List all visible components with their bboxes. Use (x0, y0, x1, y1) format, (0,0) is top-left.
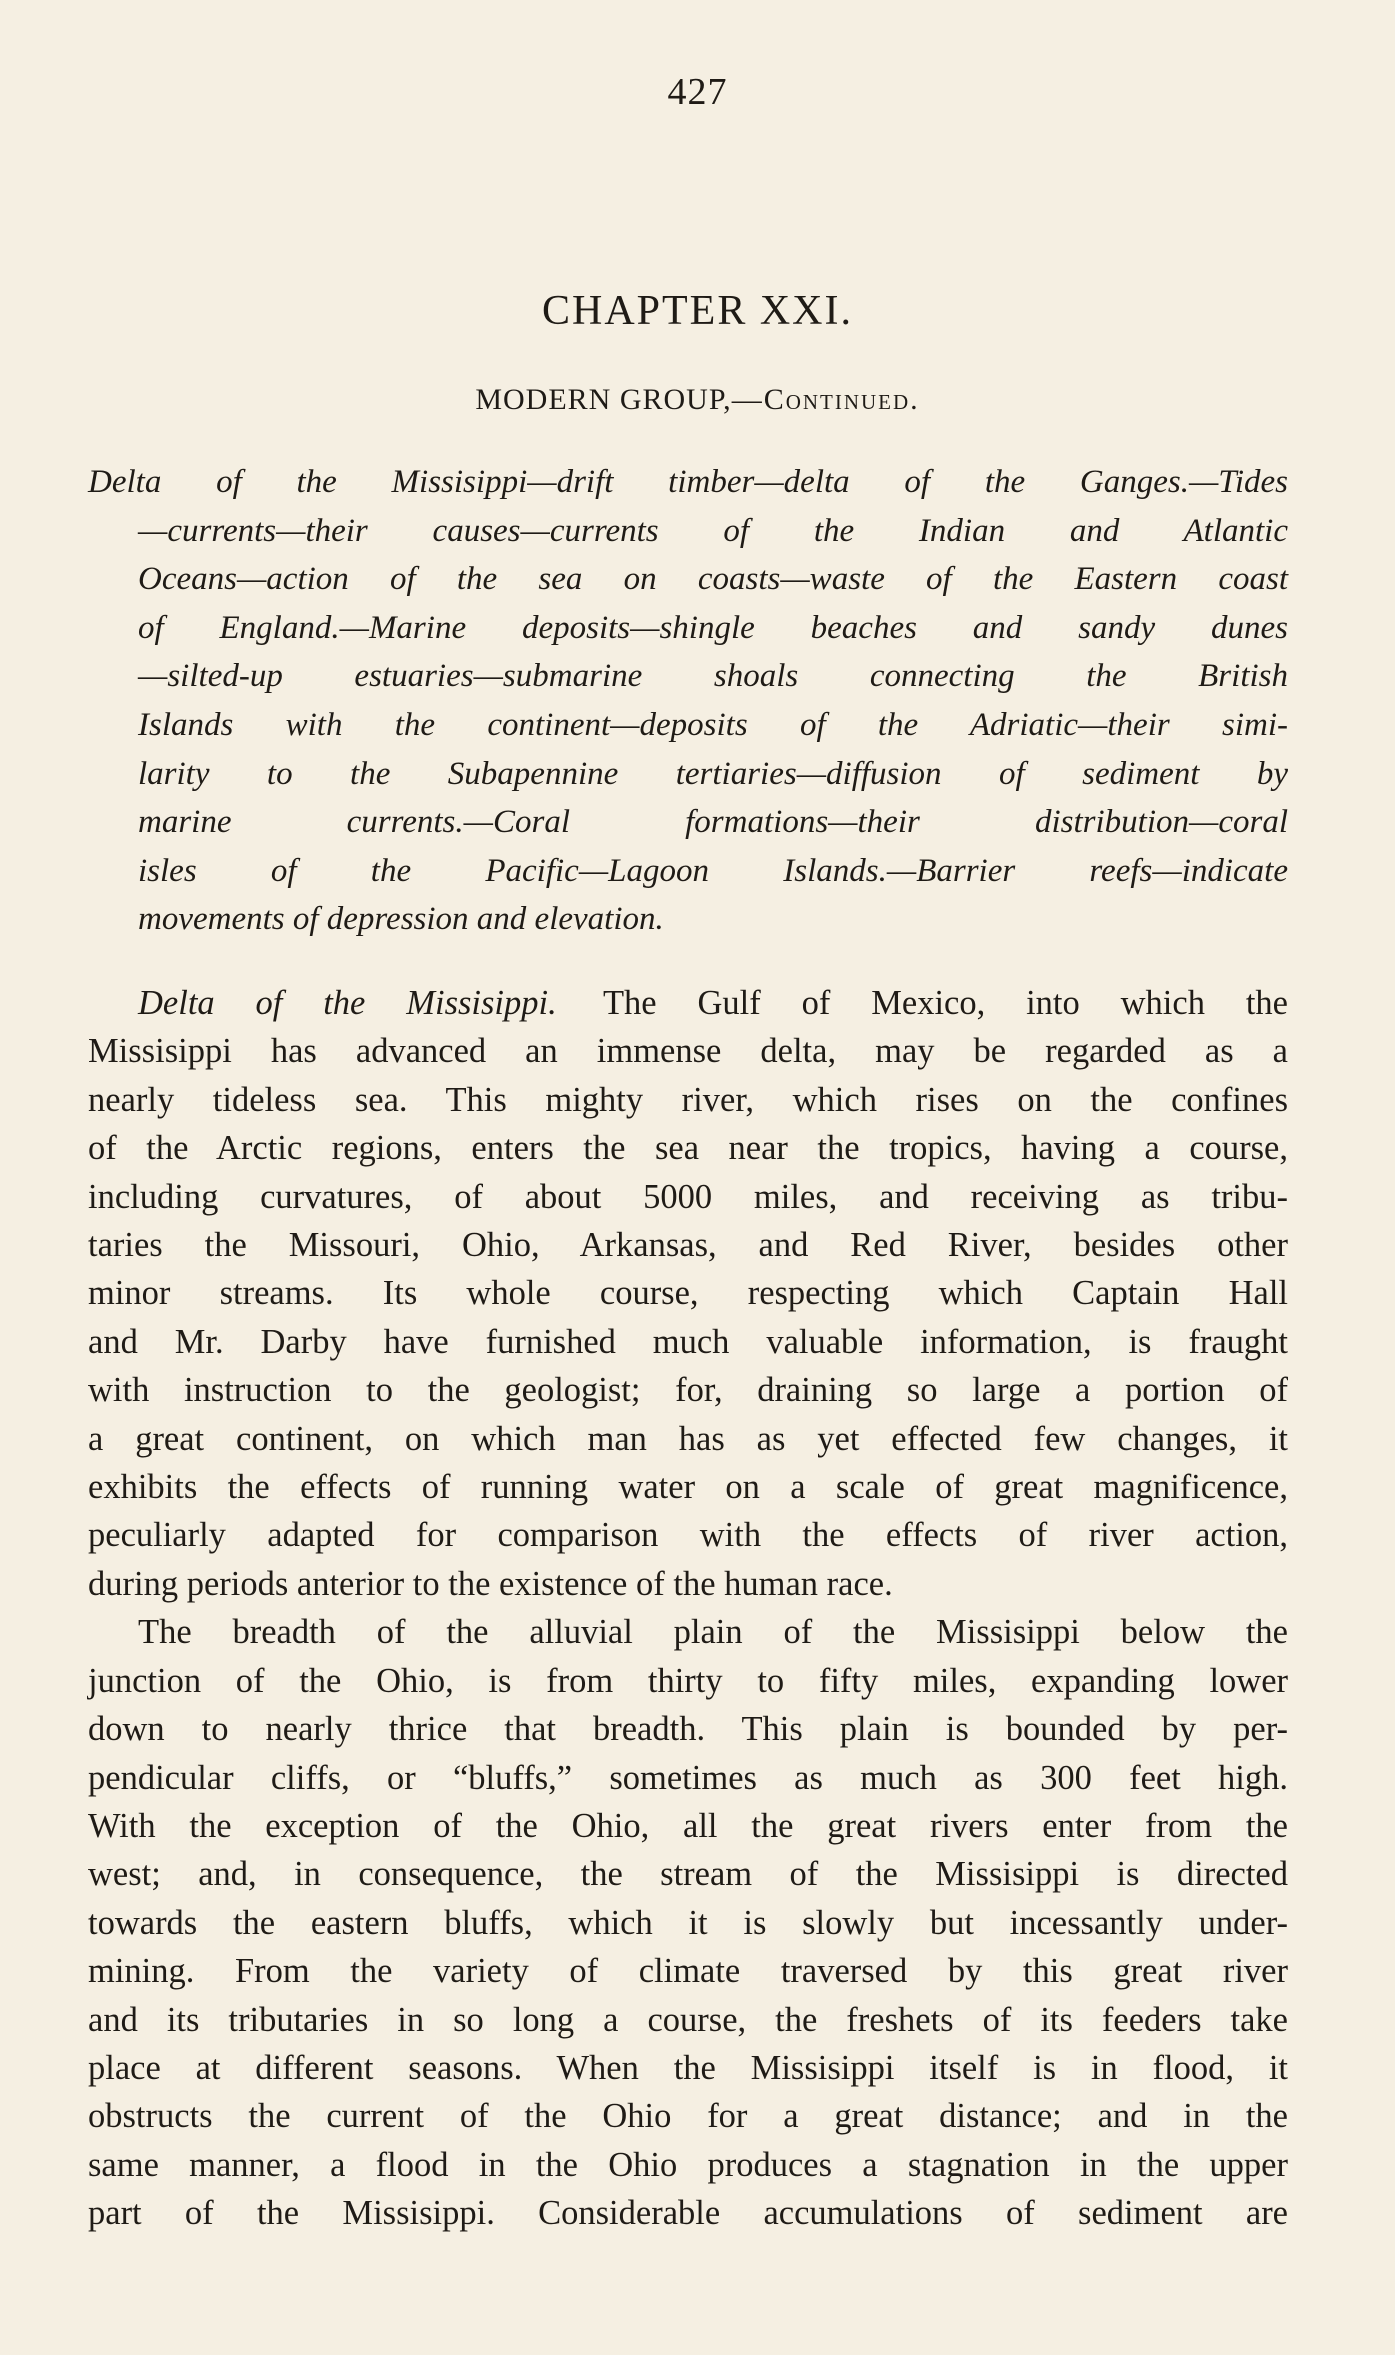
summary-line: Islands with the continent—deposits of the Adriatic—their simi- (138, 706, 1288, 743)
summary-line: —silted-up estuaries—submarine shoals connecting the British (138, 658, 1288, 695)
summary-line: —currents—their causes—currents of the Indian and Atlantic (138, 512, 1288, 549)
body-text (88, 979, 1288, 2238)
summary-line: Oceans—action of the sea on coasts—waste of the Eastern coast (138, 561, 1288, 598)
body-line: of the Arctic regions, enters the sea near the tropics, having a course, (88, 1129, 1288, 1168)
body-line: junction of the Ohio, is from thirty to fifty miles, expanding lower (88, 1661, 1288, 1700)
body-line: and Mr. Darby have furnished much valuable information, is fraught (88, 1322, 1288, 1361)
summary-line: isles of the Pacific—Lagoon Islands.—Barrier reefs—indicate (138, 852, 1288, 889)
section-heading: Delta of the Missisippi. (138, 984, 557, 1022)
subtitle-suffix: —Continued. (731, 383, 920, 416)
chapter-subtitle (0, 383, 1395, 417)
body-line: nearly tideless sea. This mighty river, which rises on the confines (88, 1080, 1288, 1119)
summary-line: larity to the Subapennine tertiaries—diffusion of sediment by (138, 755, 1288, 792)
body-line: towards the eastern bluffs, which it is slowly but incessantly under- (88, 1903, 1288, 1942)
body-line: part of the Missisippi. Considerable accumulations of sediment are (88, 2194, 1288, 2233)
body-line: during periods anterior to the existence of the human race. (88, 1564, 893, 1603)
body-line: obstructs the current of the Ohio for a great distance; and in the (88, 2097, 1288, 2136)
summary-line: movements of depression and elevation. (138, 901, 664, 938)
body-line: The breadth of the alluvial plain of the Missisippi below the (138, 1613, 1288, 1652)
body-line: mining. From the variety of climate traversed by this great river (88, 1952, 1288, 1991)
body-line: down to nearly thrice that breadth. This plain is bounded by per- (88, 1710, 1288, 1749)
body-line: With the exception of the Ohio, all the great rivers enter from the (88, 1806, 1288, 1845)
body-line-text: The Gulf of Mexico, into which the (602, 984, 1288, 1022)
body-line: same manner, a flood in the Ohio produces a stagnation in the upper (88, 2145, 1288, 2184)
summary-line: of England.—Marine deposits—shingle beaches and sandy dunes (138, 609, 1288, 646)
summary-line: marine currents.—Coral formations—their distribution—coral (138, 804, 1288, 841)
chapter-title: CHAPTER XXI. (541, 288, 853, 334)
body-line: pendicular cliffs, or “bluffs,” sometimes as much as 300 feet high. (88, 1758, 1288, 1797)
body-line: and its tributaries in so long a course, the freshets of its feeders take (88, 2000, 1288, 2039)
body-line: exhibits the effects of running water on a scale of great magnificence, (88, 1468, 1288, 1507)
page-number: 427 (667, 71, 728, 113)
summary-line: Delta of the Missisippi—drift timber—delta of the Ganges.—Tides (88, 464, 1288, 500)
body-line: peculiarly adapted for comparison with the effects of river action, (88, 1516, 1288, 1555)
body-line: a great continent, on which man has as yet effected few changes, it (88, 1419, 1288, 1458)
body-line (88, 979, 1288, 1027)
body-line: Missisippi has advanced an immense delta, may be regarded as a (88, 1032, 1288, 1071)
body-line: with instruction to the geologist; for, draining so large a portion of (88, 1371, 1288, 1410)
subtitle-main: MODERN GROUP, (475, 383, 732, 416)
chapter-summary (88, 458, 1288, 944)
body-line: minor streams. Its whole course, respecting which Captain Hall (88, 1274, 1288, 1313)
body-line: including curvatures, of about 5000 miles, and receiving as tribu- (88, 1177, 1288, 1216)
body-line: taries the Missouri, Ohio, Arkansas, and Red River, besides other (88, 1226, 1288, 1265)
body-line: west; and, in consequence, the stream of the Missisippi is directed (88, 1855, 1288, 1894)
body-line: place at different seasons. When the Missisippi itself is in flood, it (88, 2048, 1288, 2087)
